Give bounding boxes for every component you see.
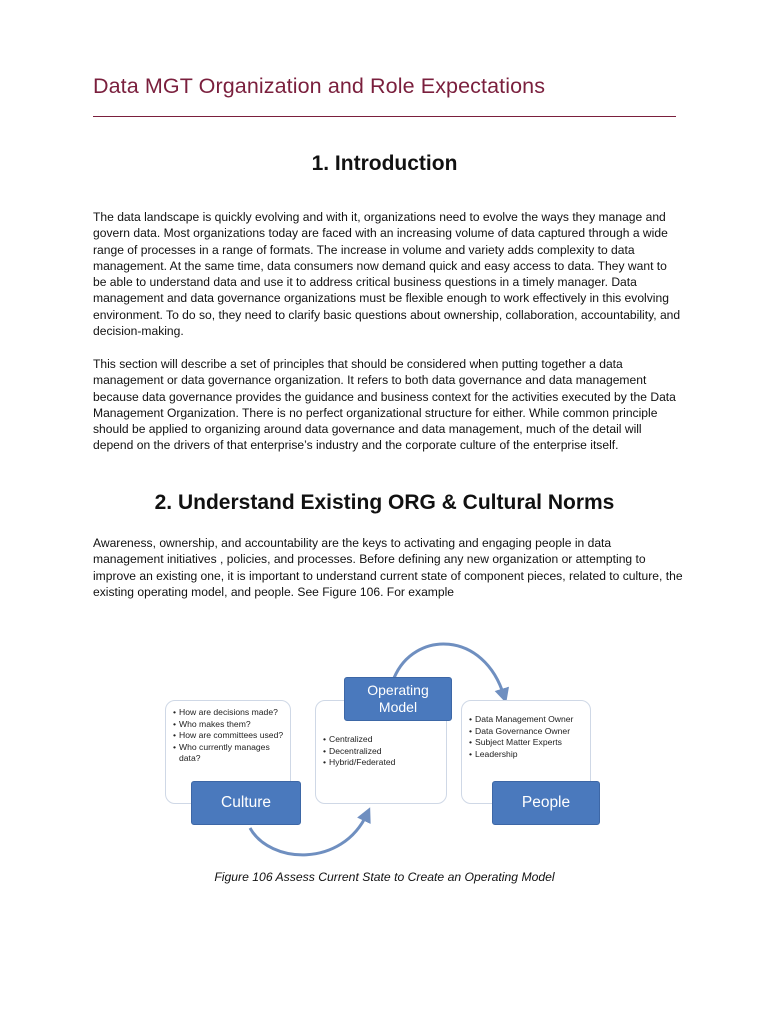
title-divider [93,116,676,117]
section-heading-org-norms: 2. Understand Existing ORG & Cultural Norms [154,491,615,514]
operating-model-item: • Hybrid/Federated [323,757,442,769]
culture-item: • Who makes them? [173,719,286,731]
people-item: • Data Management Owner [469,714,586,726]
operating-model-item: • Centralized [323,734,442,746]
section-heading-introduction: 1. Introduction [311,152,458,175]
people-item: • Data Governance Owner [469,726,586,738]
culture-item: • How are committees used? [173,730,286,742]
operating-model-label: Operating Model [367,682,429,715]
operating-model-box [344,677,452,721]
intro-paragraph-2: This section will describe a set of principles that should be considered when putting together a data management or data governance organization. It refers to both data governance and data management because data governance provides the guidance and business context for the activities executed by the Data Management Organization. There is no perfect organizational structure for either. While common principle should be applied to organizing around data governance and data management, much of the detail will depend on the drivers of that enterprise’s industry and the corporate culture of the enterprise itself. [93,357,676,453]
culture-box: Culture [191,781,301,825]
operating-model-item: • Decentralized [323,746,442,758]
intro-paragraph-1: The data landscape is quickly evolving and with it, organizations need to evolve the ways they manage and govern data. Most organizations today are faced with an increasing volume of data captured through a wide range of processes in a range of formats. The increase in volume and variety adds complexity to data management. At the same time, data consumers now demand quick and easy access to data. They want to be able to understand data and use it to address critical business questions in a timely manager. Data management and data governance organizations must be flexible enough to work effectively in this evolving environment. To do so, they need to clarify basic questions about ownership, collaboration, accountability, and decision-making. [93,210,681,339]
people-item: • Subject Matter Experts [469,737,586,749]
people-role-list [462,701,590,760]
org-norms-paragraph: Awareness, ownership, and accountability are the keys to activating and engaging people in data management initiatives , policies, and processes. Before defining any new organization or attempting to improve an existing one, it is important to understand current state of component pieces, related to culture, the existing operating model, and people. See Figure 106. For example [93,536,683,599]
people-box: People [492,781,600,825]
culture-question-list [166,701,290,765]
culture-item: • Who currently manages data? [173,742,286,765]
culture-item: • How are decisions made? [173,707,286,719]
figure-caption: Figure 106 Assess Current State to Create an Operating Model [214,870,555,884]
document-title: Data MGT Organization and Role Expectations [93,74,546,98]
people-item: • Leadership [469,749,586,761]
figure-operating-model [162,636,608,866]
